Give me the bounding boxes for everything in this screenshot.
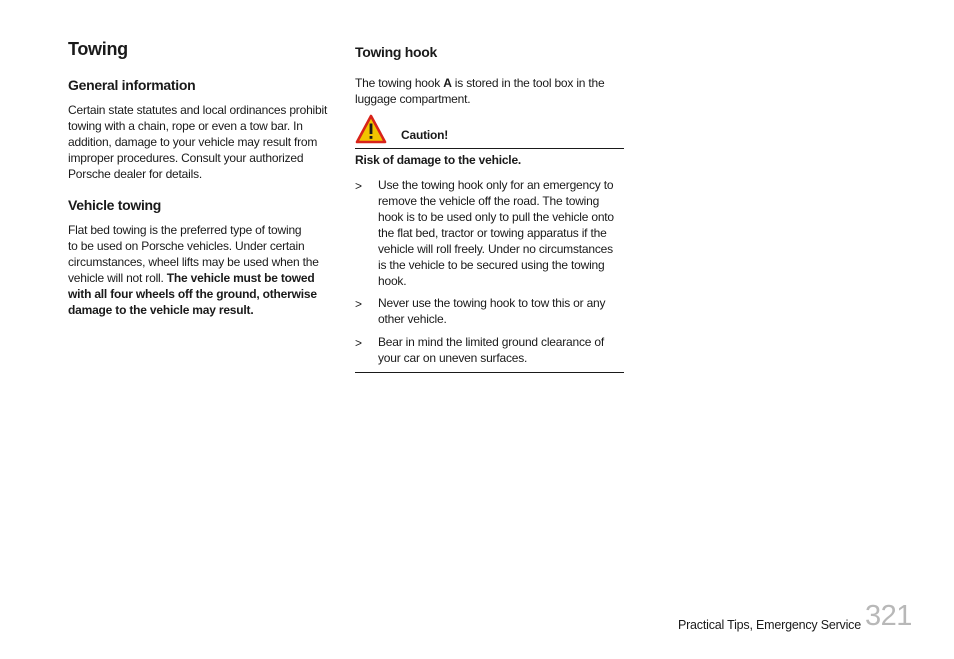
page-number: 321 (865, 600, 912, 632)
bullet-arrow-icon: > (355, 336, 363, 350)
text-line-bold: with all four wheels off the ground, otherwise (68, 287, 317, 301)
caution-box-header (355, 112, 625, 148)
towing-hook-intro (355, 75, 625, 107)
text-line: luggage compartment. (355, 92, 471, 106)
text-line: Porsche dealer for details. (68, 167, 203, 181)
page-title: Towing (68, 39, 128, 59)
text-line-bold: damage to the vehicle may result. (68, 303, 254, 317)
list-item-text: Never use the towing hook to tow this or any other vehicle. (378, 296, 606, 326)
section-heading-general-information: General information (68, 77, 196, 93)
text-line: Certain state statutes and local ordinances prohibit (68, 103, 328, 117)
vehicle-towing-paragraph (68, 222, 338, 318)
general-information-paragraph (68, 102, 338, 182)
text-bold: The vehicle must be towed (166, 271, 315, 285)
text-line: addition, damage to your vehicle may result from (68, 135, 318, 149)
text-line: towing with a chain, rope or even a tow bar. In (68, 119, 303, 133)
caution-label: Caution! (401, 128, 449, 142)
text-line (68, 270, 338, 286)
text-line: improper procedures. Consult your authorized (68, 151, 304, 165)
footer-section-title: Practical Tips, Emergency Service (677, 618, 861, 632)
risk-statement: Risk of damage to the vehicle. (355, 153, 522, 167)
text-normal: vehicle will not roll. (68, 271, 167, 285)
bullet-arrow-icon: > (355, 179, 363, 193)
section-heading-towing-hook: Towing hook (355, 44, 437, 60)
list-item-text: Bear in mind the limited ground clearance of your car on uneven surfaces. (378, 335, 604, 365)
section-heading-vehicle-towing: Vehicle towing (68, 197, 162, 213)
text-line: The towing hook A is stored in the tool box in the (355, 76, 605, 90)
bullet-arrow-icon: > (355, 297, 363, 311)
text-line: Flat bed towing is the preferred type of towing (68, 223, 302, 237)
text-line: circumstances, wheel lifts may be used when the (68, 255, 319, 269)
caution-top-rule (355, 148, 624, 149)
caution-bottom-rule (355, 372, 624, 373)
reference-letter: A (443, 76, 452, 90)
text-line: to be used on Porsche vehicles. Under certain (68, 239, 305, 253)
list-item-text: Use the towing hook only for an emergency to remove the vehicle off the road. The towing hook is to be used only to pull the vehicle onto the flat bed, tractor or towing apparatus if the vehicle will roll freely. Under no circumstances is the vehicle to be secured using the towing hook. (378, 178, 614, 288)
warning-triangle-icon (355, 114, 387, 144)
